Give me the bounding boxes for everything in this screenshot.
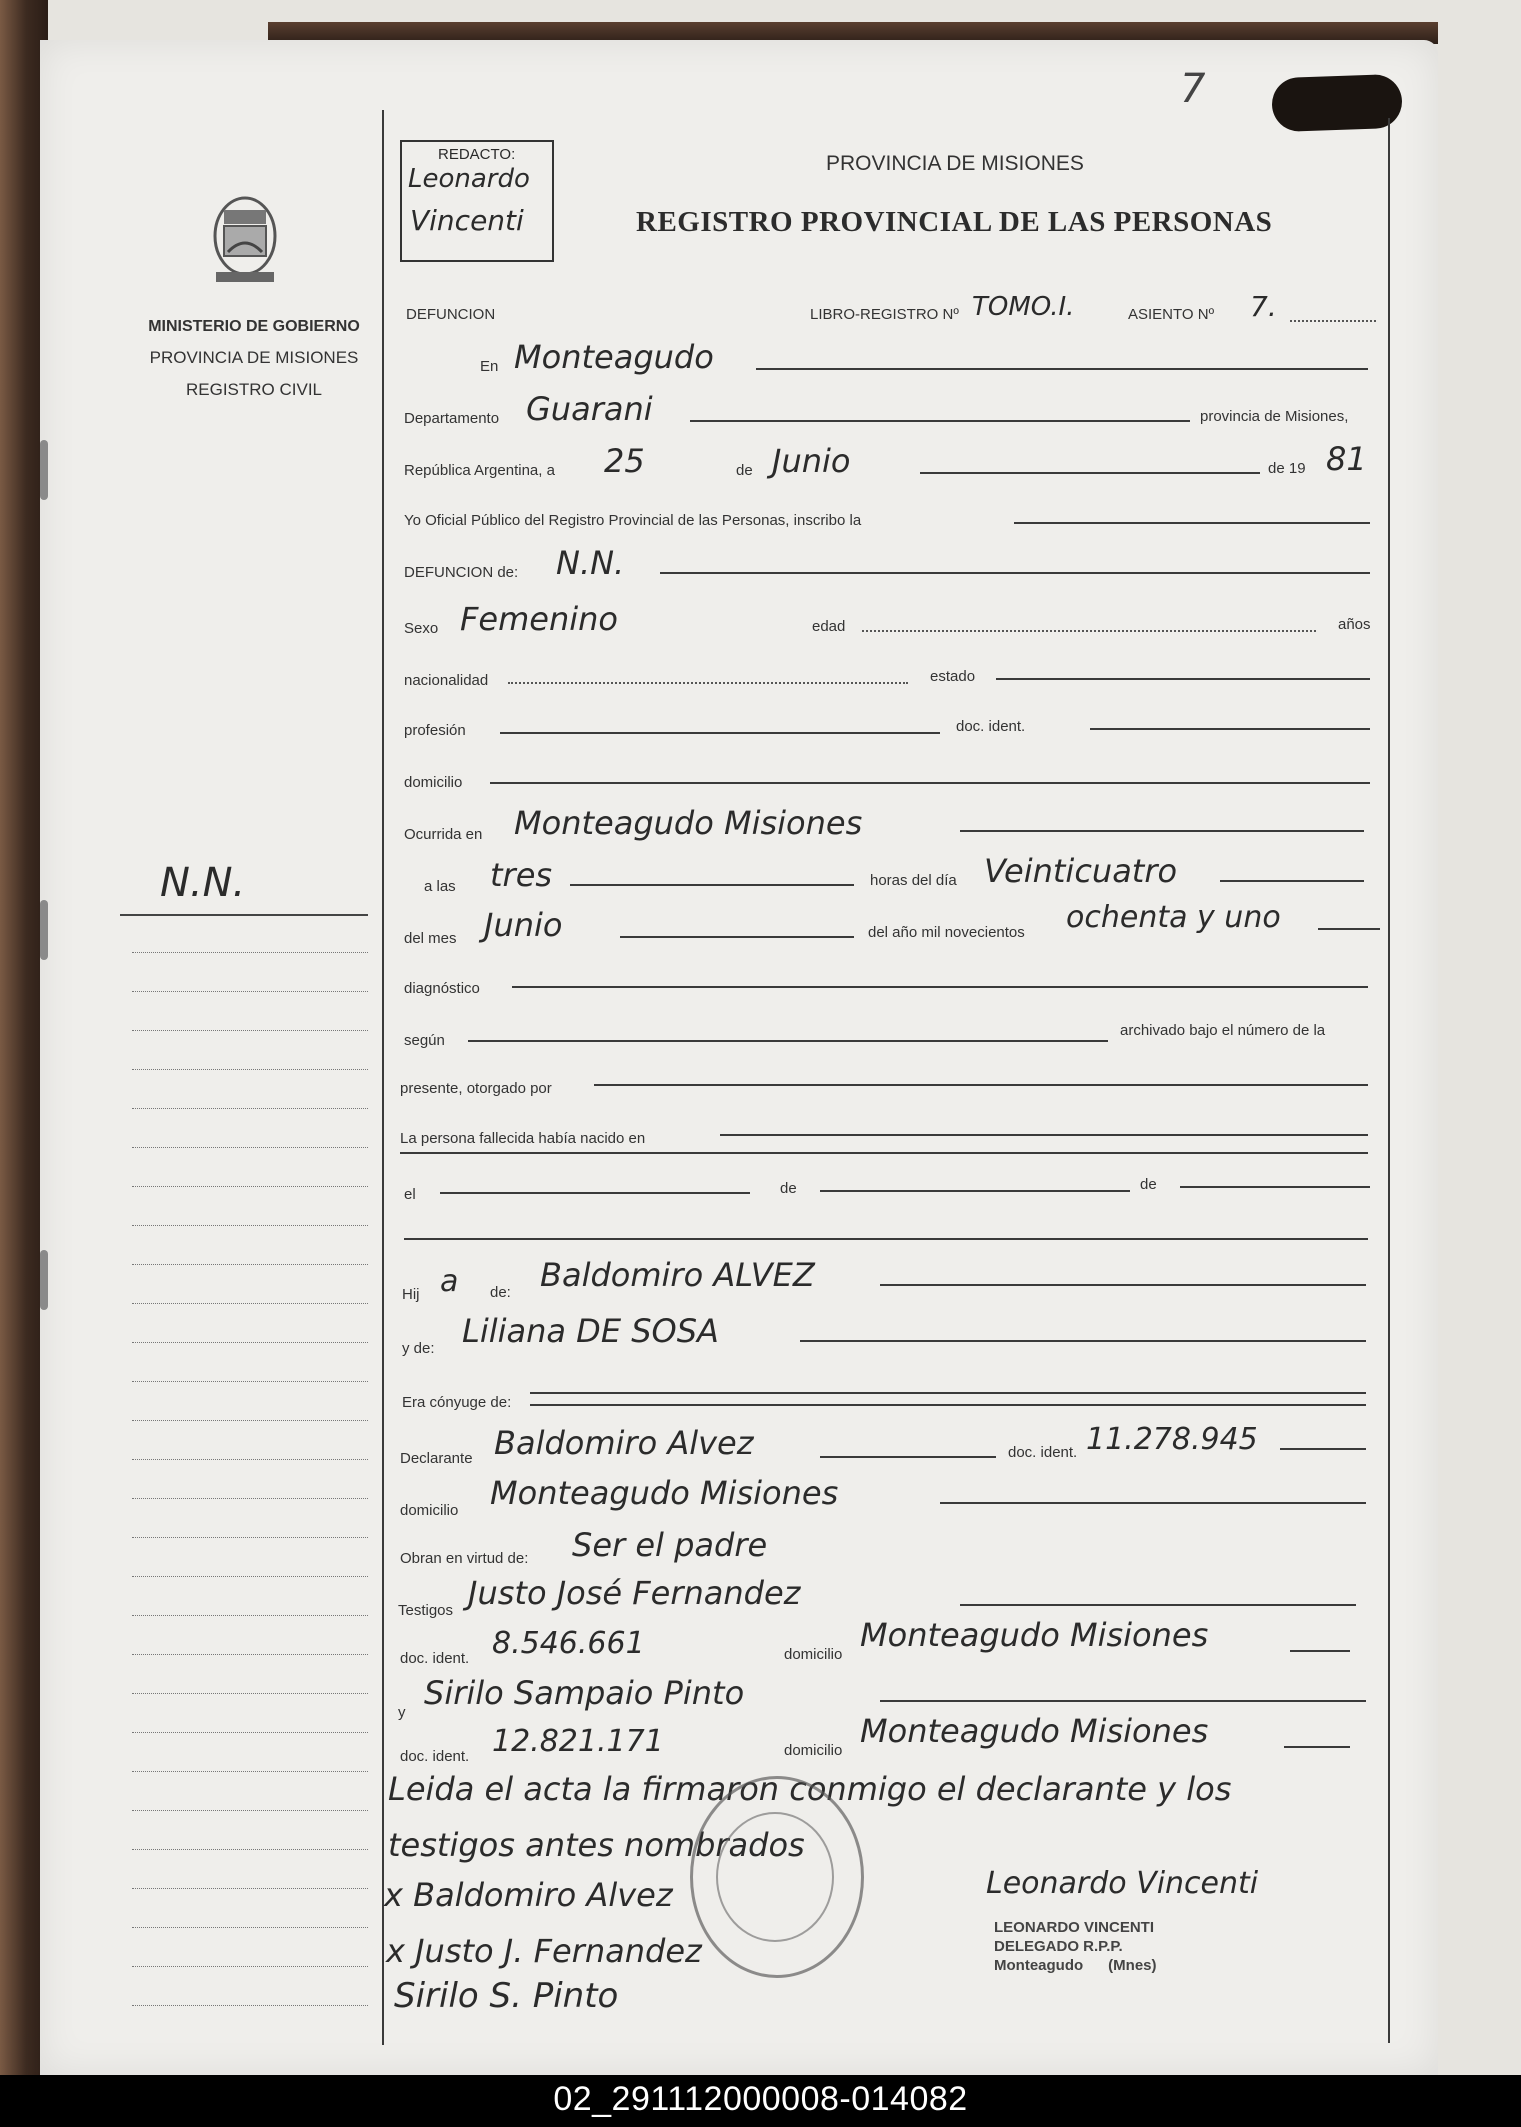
sexo-value: Femenino [460,600,618,638]
redacto-name-line1: Leonardo [408,164,530,194]
form-line [468,1040,1108,1042]
officer-stamp [994,1918,1234,1975]
mes-value: Junio [484,906,563,944]
margin-dotted-line [132,1381,368,1382]
month-de-label: de [736,462,753,479]
declarante-value: Baldomiro Alvez [494,1424,754,1462]
form-line [720,1134,1368,1136]
form-line [690,420,1190,422]
departamento-label: Departamento [404,410,500,427]
signature-testigo2: Sirilo S. Pinto [394,1976,619,2016]
margin-divider [382,110,384,2045]
stamp-line-4-text: (Mnes) [1108,1957,1157,1974]
margin-dotted-line [132,1849,368,1850]
presente-label: presente, otorgado por [400,1080,552,1097]
asiento-value: 7. [1250,290,1277,323]
form-line [400,1152,1368,1154]
margin-dotted-line [132,1498,368,1499]
form-line [880,1700,1366,1702]
testigo2-value: Sirilo Sampaio Pinto [424,1674,745,1712]
defuncion-de-value: N.N. [556,544,625,582]
republica-label: República Argentina, a [404,462,555,479]
edad-label: edad [812,618,846,635]
month-value: Junio [772,442,851,480]
declarante-doc-value: 11.278.945 [1086,1422,1258,1457]
libro-value: TOMO.I. [972,292,1075,322]
form-line [1220,880,1364,882]
ministry-block [112,318,396,412]
margin-dotted-line [132,1810,368,1811]
anio-value: ochenta y uno [1066,900,1281,935]
margin-dotted-line [132,1576,368,1577]
signature-testigo1: x Justo J. Fernandez [386,1932,702,1970]
obran-label: Obran en virtud de: [400,1550,529,1567]
archivado-label: archivado bajo el número de la [1120,1022,1326,1039]
stamp-line-1: LEONARDO VINCENTI [994,1919,1155,1936]
testigo2-dom-label: domicilio [784,1742,843,1759]
form-line [1280,1448,1366,1450]
padre-value: Baldomiro ALVEZ [540,1256,815,1294]
signature-declarante: x Baldomiro Alvez [384,1876,673,1914]
testigo1-dom-value: Monteagudo Misiones [860,1616,1209,1654]
testigo1-doc-label: doc. ident. [400,1650,470,1667]
stamp-line-3-text: Monteagudo [994,1957,1084,1974]
margin-dotted-line [132,2005,368,2006]
closing-line2: testigos antes nombrados [388,1826,805,1864]
madre-value: Liliana DE SOSA [462,1312,719,1350]
form-line [820,1190,1130,1192]
binding-ring [40,1250,48,1310]
testigos-label: Testigos [398,1602,454,1619]
testigo1-doc-value: 8.546.661 [492,1626,645,1661]
form-line [440,1192,750,1194]
margin-dotted-line [132,1927,368,1928]
ocurrida-value: Monteagudo Misiones [514,804,863,842]
declarante-label: Declarante [400,1450,473,1467]
header-registry-title: REGISTRO PROVINCIAL DE LAS PERSONAS [636,206,1273,238]
hij-de-label: de: [490,1284,511,1301]
form-line [756,368,1368,370]
conyuge-label: Era cónyuge de: [402,1394,512,1411]
margin-dotted-line [132,1654,368,1655]
dotted-line [508,682,908,684]
hij-suffix: a [440,1264,459,1299]
margin-dotted-line [132,1966,368,1967]
margin-annotation: N.N. [160,860,246,906]
dotted-line [1290,320,1376,322]
provincia-suffix: provincia de Misiones, [1200,408,1349,425]
margin-dotted-line [132,1420,368,1421]
doc-type-label: DEFUNCION [406,306,496,323]
domicilio-label: domicilio [404,774,463,791]
obran-value: Ser el padre [572,1526,768,1564]
margin-dotted-line [132,1069,368,1070]
year-label: de 19 [1268,460,1306,477]
testigo2-doc-label: doc. ident. [400,1748,470,1765]
ink-blot [1271,74,1403,133]
form-line [1014,522,1370,524]
header-province: PROVINCIA DE MISIONES [826,152,1084,175]
testigo1-dom-label: domicilio [784,1646,843,1663]
form-line [1318,928,1380,930]
day-value: 25 [604,442,645,480]
defuncion-de-label: DEFUNCION de: [404,564,519,581]
en-value: Monteagudo [514,338,714,376]
form-line [996,678,1370,680]
margin-dotted-line [132,1771,368,1772]
alas-value: tres [490,856,553,894]
margin-dotted-line [132,952,368,953]
form-line [490,782,1370,784]
declarante-dom-value: Monteagudo Misiones [490,1474,839,1512]
nacido-label: La persona fallecida había nacido en [400,1130,646,1147]
horas-label: horas del día [870,872,957,889]
form-line [1180,1186,1370,1188]
signature-officer: Leonardo Vincenti [986,1866,1259,1901]
diagnostico-label: diagnóstico [404,980,480,997]
margin-dotted-line [132,1888,368,1889]
form-line [880,1284,1366,1286]
year-value: 81 [1326,440,1367,478]
form-line [1290,1650,1350,1652]
stamp-line-2: DELEGADO R.P.P. [994,1938,1123,1955]
form-line [570,884,854,886]
oficial-text: Yo Oficial Público del Registro Provincial de las Personas, inscribo la [404,512,862,529]
stamp-line-3 [994,1956,1234,1975]
anio-label: del año mil novecientos [868,924,1025,941]
form-line [960,830,1364,832]
margin-dotted-line [132,1147,368,1148]
margin-dotted-line [132,1225,368,1226]
declarante-doc-label: doc. ident. [1008,1444,1078,1461]
margin-dotted-line [132,1342,368,1343]
departamento-value: Guarani [526,390,653,428]
asiento-label: ASIENTO Nº [1128,306,1215,323]
profesion-label: profesión [404,722,466,739]
page-number: 7 [1180,66,1206,112]
ministry-province: PROVINCIA DE MISIONES [149,348,359,367]
alas-label: a las [424,878,456,895]
libro-label: LIBRO-REGISTRO Nº [810,306,959,323]
form-line [620,936,854,938]
hij-label: Hij [402,1286,420,1303]
form-line [594,1084,1368,1086]
form-line [960,1604,1356,1606]
margin-dotted-line [132,1537,368,1538]
margin-dotted-line [132,991,368,992]
redacto-label: REDACTO: [438,146,516,163]
testigo2-doc-value: 12.821.171 [492,1724,664,1759]
margin-rule-line [120,914,368,916]
el-label: el [404,1186,416,1203]
margin-dotted-line [132,1186,368,1187]
form-line [820,1456,996,1458]
closing-line1: Leida el acta la firmaron conmigo el declarante y los [388,1770,1232,1808]
official-seal-inner [716,1812,834,1942]
form-line [800,1340,1366,1342]
declarante-dom-label: domicilio [400,1502,459,1519]
de1-label: de [780,1180,797,1197]
dotted-line [862,630,1316,632]
doc-ident-label: doc. ident. [956,718,1026,735]
ministry-name: MINISTERIO DE GOBIERNO [148,318,360,335]
form-line [530,1392,1366,1394]
estado-label: estado [930,668,976,685]
margin-dotted-line [132,1030,368,1031]
ocurrida-label: Ocurrida en [404,826,483,843]
testigo1-value: Justo José Fernandez [468,1574,801,1612]
form-line [512,986,1368,988]
form-line [1090,728,1370,730]
sexo-label: Sexo [404,620,439,637]
ministry-registry: REGISTRO CIVIL [185,380,323,399]
en-label: En [480,358,499,375]
delmes-label: del mes [404,930,457,947]
testigo2-dom-value: Monteagudo Misiones [860,1712,1209,1750]
form-line [920,472,1260,474]
archive-id: 02_291112000008-014082 [553,2080,968,2118]
nacionalidad-label: nacionalidad [404,672,489,689]
form-line [404,1238,1368,1240]
de2-label: de [1140,1176,1157,1193]
form-line [530,1404,1366,1406]
dia-value: Veinticuatro [984,852,1178,890]
redacto-name-line2: Vincenti [410,204,524,237]
anos-label: años [1338,616,1371,633]
form-frame-right [1388,118,1390,2043]
form-line [940,1502,1366,1504]
binding-ring [40,900,48,960]
margin-dotted-line [132,1615,368,1616]
margin-dotted-line [132,1303,368,1304]
margin-dotted-line [132,1108,368,1109]
binding-ring [40,440,48,500]
margin-dotted-line [132,1693,368,1694]
segun-label: según [404,1032,445,1049]
yde-label: y de: [402,1340,435,1357]
margin-dotted-line [132,1459,368,1460]
margin-dotted-line [132,1732,368,1733]
margin-dotted-line [132,1264,368,1265]
y-label: y [398,1704,406,1721]
form-line [660,572,1370,574]
form-line [1284,1746,1350,1748]
form-line [500,732,940,734]
coat-of-arms-emblem [208,186,282,290]
